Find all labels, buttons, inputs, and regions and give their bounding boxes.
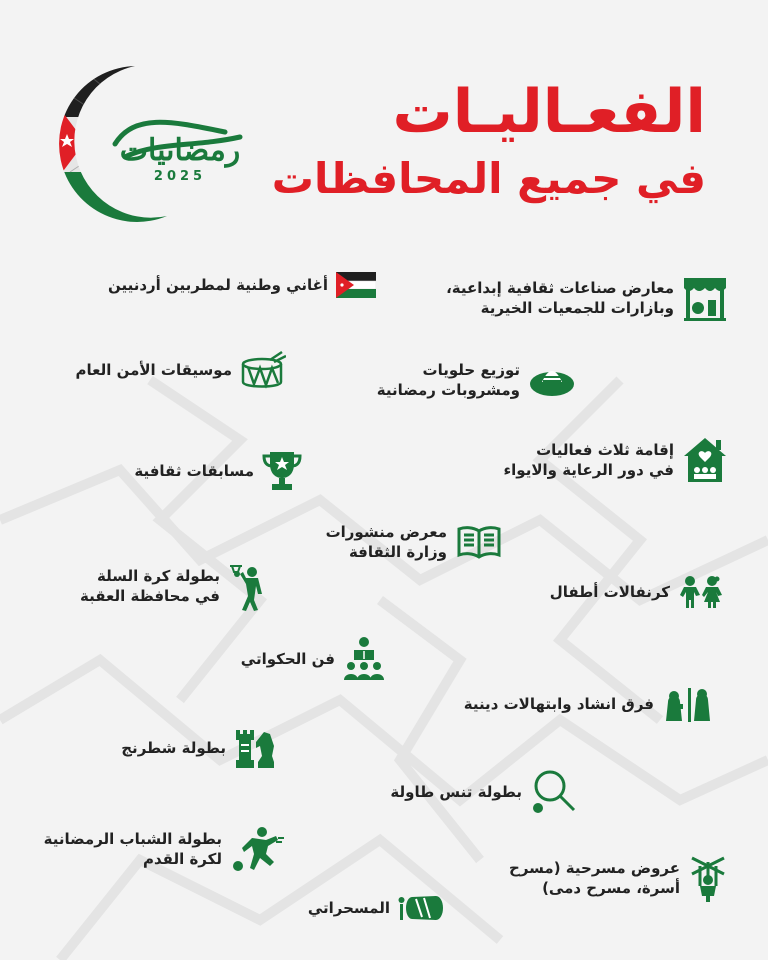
- activity-text: [509, 858, 680, 898]
- jordan-flag-icon: [336, 272, 376, 298]
- activity-text: [377, 360, 520, 400]
- activity-musaharati: [308, 894, 446, 922]
- activity-text: [44, 829, 222, 869]
- activity-text: [76, 360, 232, 380]
- logo-text: رمضانيات: [119, 133, 241, 168]
- activity-text: [134, 461, 254, 481]
- activity-line: إقامة ثلاث فعاليات: [536, 441, 674, 459]
- activity-line: فن الحكواتي: [240, 650, 335, 668]
- activity-text: [550, 582, 670, 602]
- activity-text: [464, 694, 654, 714]
- activity-text: [446, 278, 674, 318]
- market-stall-icon: [682, 274, 728, 322]
- storyteller-icon: [343, 636, 385, 682]
- children-icon: [678, 575, 724, 609]
- activity-publications: [326, 522, 503, 562]
- activity-sweets: [377, 360, 576, 400]
- open-book-icon: [455, 523, 503, 561]
- activity-line: معرض منشورات: [325, 523, 447, 541]
- activity-line: المسحراتي: [307, 899, 390, 917]
- drum-icon: [240, 350, 286, 390]
- page-subtitle: في جميع المحافظات: [271, 154, 706, 203]
- activity-line: بطولة كرة السلة: [97, 567, 220, 585]
- page-title: الفعـاليـات: [392, 77, 706, 147]
- activity-text: [241, 649, 335, 669]
- activity-line: ومشروبات رمضانية: [376, 381, 520, 399]
- activity-text: [503, 440, 674, 480]
- activity-text: [108, 275, 328, 295]
- activity-cultural-contests: [134, 450, 302, 492]
- activity-line: معارض صناعات ثقافية إبداعية،: [446, 279, 674, 297]
- activity-line: فرق انشاد وابتهالات دينية: [463, 695, 654, 713]
- activity-line: وزارة الثقافة: [348, 543, 447, 561]
- activity-line: في دور الرعاية والايواء: [503, 461, 674, 479]
- activity-chess: [121, 726, 276, 770]
- activity-line: بطولة تنس طاولة: [390, 783, 522, 801]
- activity-storyteller: [241, 636, 385, 682]
- ping-pong-icon: [530, 768, 578, 816]
- activity-basketball: [80, 560, 268, 612]
- activity-line: أغاني وطنية لمطربين أردنيين: [107, 276, 328, 294]
- activity-theatre: [509, 854, 728, 902]
- activity-line: وبازارات للجمعيات الخيرية: [480, 299, 674, 317]
- chanting-group-icon: [662, 686, 712, 722]
- football-player-icon: [230, 826, 284, 872]
- logo-year: 2025: [153, 169, 207, 184]
- activity-line: مسابقات ثقافية: [134, 462, 254, 480]
- activity-line: بطولة شطرنج: [121, 739, 226, 757]
- activity-line: موسيقات الأمن العام: [75, 361, 232, 379]
- activity-patriotic-songs: [108, 272, 376, 298]
- activity-exhibitions: [446, 274, 728, 322]
- activity-care-homes: [503, 436, 728, 484]
- activity-table-tennis: [390, 768, 578, 816]
- care-home-icon: [682, 436, 728, 484]
- sweets-plate-icon: [528, 362, 576, 398]
- activity-religious-chants: [464, 686, 712, 722]
- ramadaniyat-logo: [55, 62, 255, 222]
- activity-line: بطولة الشباب الرمضانية: [43, 830, 222, 848]
- activity-text: [390, 782, 522, 802]
- chess-pieces-icon: [234, 726, 276, 770]
- trophy-icon: [262, 450, 302, 492]
- activity-security-music: [76, 350, 286, 390]
- puppet-icon: [688, 854, 728, 902]
- basketball-player-icon: [228, 560, 268, 612]
- activity-line: كرنفالات أطفال: [549, 583, 670, 601]
- activity-line: عروض مسرحية (مسرح: [509, 859, 680, 877]
- musaharati-drum-icon: [398, 894, 446, 922]
- activity-kids-carnivals: [550, 575, 724, 609]
- activity-text: [121, 738, 226, 758]
- activity-text: [308, 898, 390, 918]
- activity-text: [326, 522, 447, 562]
- activity-line: أسرة، مسرح دمى): [542, 879, 680, 897]
- activity-text: [80, 566, 220, 606]
- activity-line: في محافظة العقبة: [80, 587, 220, 605]
- activity-football: [44, 826, 284, 872]
- activity-line: توزيع حلويات: [422, 361, 520, 379]
- activity-line: لكرة القدم: [143, 850, 222, 868]
